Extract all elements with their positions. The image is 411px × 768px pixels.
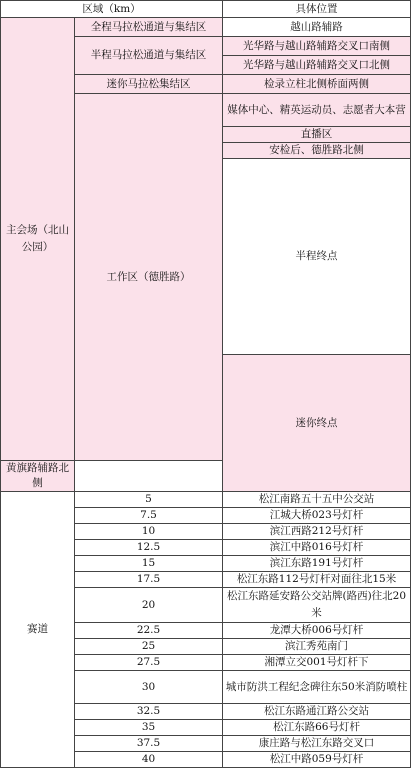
course-km: 25: [75, 639, 223, 655]
full-marathon-location: 越山路辅路: [223, 18, 411, 37]
course-location: 松江东路延安路公交站牌(路西)往北20米: [223, 588, 411, 623]
course-location: 松江南路五十五中公交站: [223, 492, 411, 508]
course-location: 龙潭大桥006号灯杆: [223, 623, 411, 639]
course-km: 10: [75, 524, 223, 540]
course-km: 7.5: [75, 508, 223, 524]
work-location-1: 媒体中心、精英运动员、志愿者大本营: [223, 94, 411, 127]
course-km: 40: [75, 752, 223, 768]
course-location: 松江东路66号灯杆: [223, 720, 411, 736]
course-km: 22.5: [75, 623, 223, 639]
course-km: 32.5: [75, 704, 223, 720]
half-marathon-location-2: 光华路与越山路辅路交叉口北侧: [223, 56, 411, 75]
mini-marathon-zone: 迷你马拉松集结区: [75, 75, 223, 94]
work-zone: 工作区（德胜路）: [75, 94, 223, 461]
course-location: 滨江秀苑南门: [223, 639, 411, 655]
main-venue-label: 主会场（北山公园）: [1, 18, 75, 461]
course-location: 松江东路通江路公交站: [223, 704, 411, 720]
course-location: 松江东路112号灯杆对面往北15米: [223, 572, 411, 588]
mini-finish-location-2: 黄旗路辅路北侧: [1, 461, 75, 492]
course-km: 30: [75, 671, 223, 704]
course-km: 5: [75, 492, 223, 508]
half-finish-label: 半程终点: [223, 159, 411, 355]
course-km: 20: [75, 588, 223, 623]
course-location: 湘潭立交001号灯杆下: [223, 655, 411, 671]
mini-marathon-location: 检录立柱北侧桥面两侧: [223, 75, 411, 94]
region-header: 区域（km）: [1, 1, 223, 18]
course-location: 松江中路059号灯杆: [223, 752, 411, 768]
course-location: 滨江中路016号灯杆: [223, 540, 411, 556]
course-km: 17.5: [75, 572, 223, 588]
work-location-3: 安检后、德胜路北侧: [223, 143, 411, 159]
course-km: 12.5: [75, 540, 223, 556]
half-marathon-zone: 半程马拉松通道与集结区: [75, 37, 223, 75]
course-km: 35: [75, 720, 223, 736]
course-location: 康庄路与松江东路交叉口: [223, 736, 411, 752]
course-km: 27.5: [75, 655, 223, 671]
course-km: 37.5: [75, 736, 223, 752]
half-marathon-location-1: 光华路与越山路辅路交叉口南侧: [223, 37, 411, 56]
course-location: 城市防洪工程纪念碑往东50米消防喷柱: [223, 671, 411, 704]
course-km: 15: [75, 556, 223, 572]
location-header: 具体位置: [223, 1, 411, 18]
mini-finish-label: 迷你终点: [223, 355, 411, 492]
course-label: 赛道: [1, 492, 75, 768]
course-location: 滨江西路212号灯杆: [223, 524, 411, 540]
course-location: 滨江东路191号灯杆: [223, 556, 411, 572]
work-location-2: 直播区: [223, 127, 411, 143]
course-location: 江城大桥023号灯杆: [223, 508, 411, 524]
full-marathon-zone: 全程马拉松通道与集结区: [75, 18, 223, 37]
